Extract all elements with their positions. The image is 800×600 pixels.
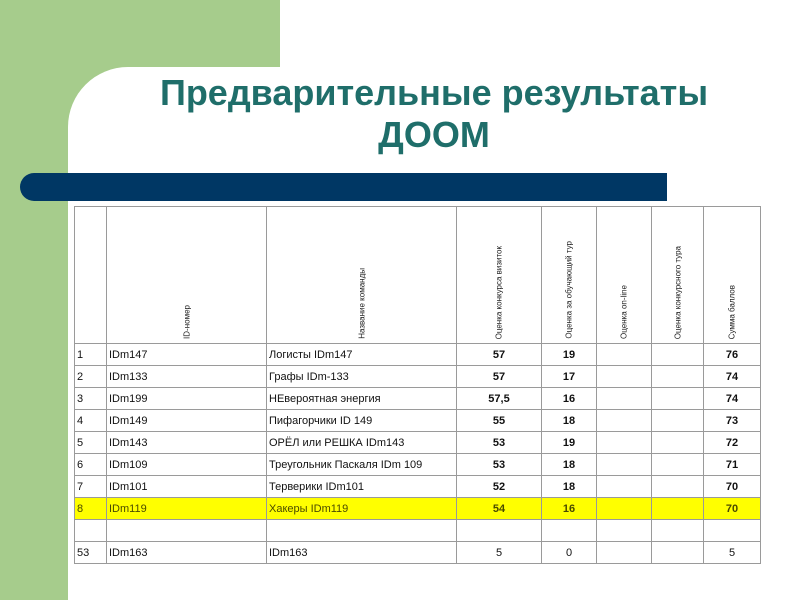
cell-team: Хакеры IDm119	[267, 498, 457, 520]
table-row	[75, 410, 761, 432]
cell-team: ОРЁЛ или РЕШКА IDm143	[267, 432, 457, 454]
cell-sum: 71	[704, 454, 761, 476]
header-cell-team: Название команды	[267, 207, 457, 344]
cell-number: 7	[75, 476, 107, 498]
cell-visit: 5	[457, 542, 542, 564]
cell-contest	[652, 498, 704, 520]
cell-team: Терверики IDm101	[267, 476, 457, 498]
cell-training	[542, 520, 597, 542]
cell-online	[597, 432, 652, 454]
cell-contest	[652, 476, 704, 498]
slide-title	[68, 72, 800, 156]
cell-training: 16	[542, 388, 597, 410]
header-row	[75, 207, 761, 344]
cell-training: 18	[542, 410, 597, 432]
cell-number: 6	[75, 454, 107, 476]
cell-sum: 5	[704, 542, 761, 564]
cell-training: 19	[542, 432, 597, 454]
cell-id	[107, 520, 267, 542]
cell-contest	[652, 410, 704, 432]
cell-contest	[652, 432, 704, 454]
cell-visit: 52	[457, 476, 542, 498]
cell-sum: 73	[704, 410, 761, 432]
cell-online	[597, 344, 652, 366]
table-row	[75, 542, 761, 564]
cell-visit: 53	[457, 432, 542, 454]
cell-id: IDm163	[107, 542, 267, 564]
cell-contest	[652, 344, 704, 366]
cell-id: IDm143	[107, 432, 267, 454]
cell-contest	[652, 366, 704, 388]
cell-sum: 76	[704, 344, 761, 366]
cell-online	[597, 366, 652, 388]
header-cell-number	[75, 207, 107, 344]
cell-visit: 57	[457, 344, 542, 366]
cell-team: Графы IDm-133	[267, 366, 457, 388]
table-row	[75, 344, 761, 366]
header-cell-sum: Сумма баллов	[704, 207, 761, 344]
cell-number: 53	[75, 542, 107, 564]
cell-sum: 72	[704, 432, 761, 454]
cell-training: 18	[542, 476, 597, 498]
table-row	[75, 476, 761, 498]
cell-training: 17	[542, 366, 597, 388]
cell-number	[75, 520, 107, 542]
cell-contest	[652, 388, 704, 410]
header-cell-id: ID-номер	[107, 207, 267, 344]
header-cell-contest: Оценка конкурсного тура	[652, 207, 704, 344]
table-row	[75, 388, 761, 410]
cell-contest	[652, 542, 704, 564]
cell-online	[597, 454, 652, 476]
cell-number: 5	[75, 432, 107, 454]
cell-number: 2	[75, 366, 107, 388]
cell-online	[597, 410, 652, 432]
header-cell-online: Оценка on-line	[597, 207, 652, 344]
cell-online	[597, 520, 652, 542]
cell-number: 1	[75, 344, 107, 366]
cell-online	[597, 388, 652, 410]
table-row-highlighted	[75, 498, 761, 520]
slide-title-line2: ДООМ	[378, 114, 490, 155]
table-row	[75, 454, 761, 476]
results-table	[74, 206, 761, 564]
cell-number: 4	[75, 410, 107, 432]
cell-id: IDm199	[107, 388, 267, 410]
cell-visit: 53	[457, 454, 542, 476]
cell-sum: 70	[704, 498, 761, 520]
table-row	[75, 432, 761, 454]
cell-id: IDm119	[107, 498, 267, 520]
cell-id: IDm147	[107, 344, 267, 366]
cell-training: 19	[542, 344, 597, 366]
cell-id: IDm149	[107, 410, 267, 432]
cell-visit: 57	[457, 366, 542, 388]
cell-online	[597, 498, 652, 520]
cell-visit: 55	[457, 410, 542, 432]
cell-online	[597, 542, 652, 564]
cell-visit: 57,5	[457, 388, 542, 410]
cell-id: IDm109	[107, 454, 267, 476]
cell-sum: 74	[704, 366, 761, 388]
cell-contest	[652, 454, 704, 476]
cell-id: IDm101	[107, 476, 267, 498]
table-row-blank	[75, 520, 761, 542]
cell-team: IDm163	[267, 542, 457, 564]
cell-sum: 70	[704, 476, 761, 498]
cell-team: Логисты IDm147	[267, 344, 457, 366]
cell-team	[267, 520, 457, 542]
table-row	[75, 366, 761, 388]
cell-training: 16	[542, 498, 597, 520]
cell-visit: 54	[457, 498, 542, 520]
title-divider-bar	[20, 173, 667, 201]
cell-sum: 74	[704, 388, 761, 410]
cell-online	[597, 476, 652, 498]
cell-team: Треугольник Паскаля IDm 109	[267, 454, 457, 476]
cell-id: IDm133	[107, 366, 267, 388]
header-cell-visit: Оценка конкурса визиток	[457, 207, 542, 344]
cell-team: НЕвероятная энергия	[267, 388, 457, 410]
cell-visit	[457, 520, 542, 542]
cell-training: 18	[542, 454, 597, 476]
cell-number: 8	[75, 498, 107, 520]
cell-number: 3	[75, 388, 107, 410]
cell-contest	[652, 520, 704, 542]
cell-training: 0	[542, 542, 597, 564]
cell-sum	[704, 520, 761, 542]
header-cell-training: Оценка за обучающий тур	[542, 207, 597, 344]
slide-title-line1: Предварительные результаты	[159, 72, 709, 113]
cell-team: Пифагорчики ID 149	[267, 410, 457, 432]
